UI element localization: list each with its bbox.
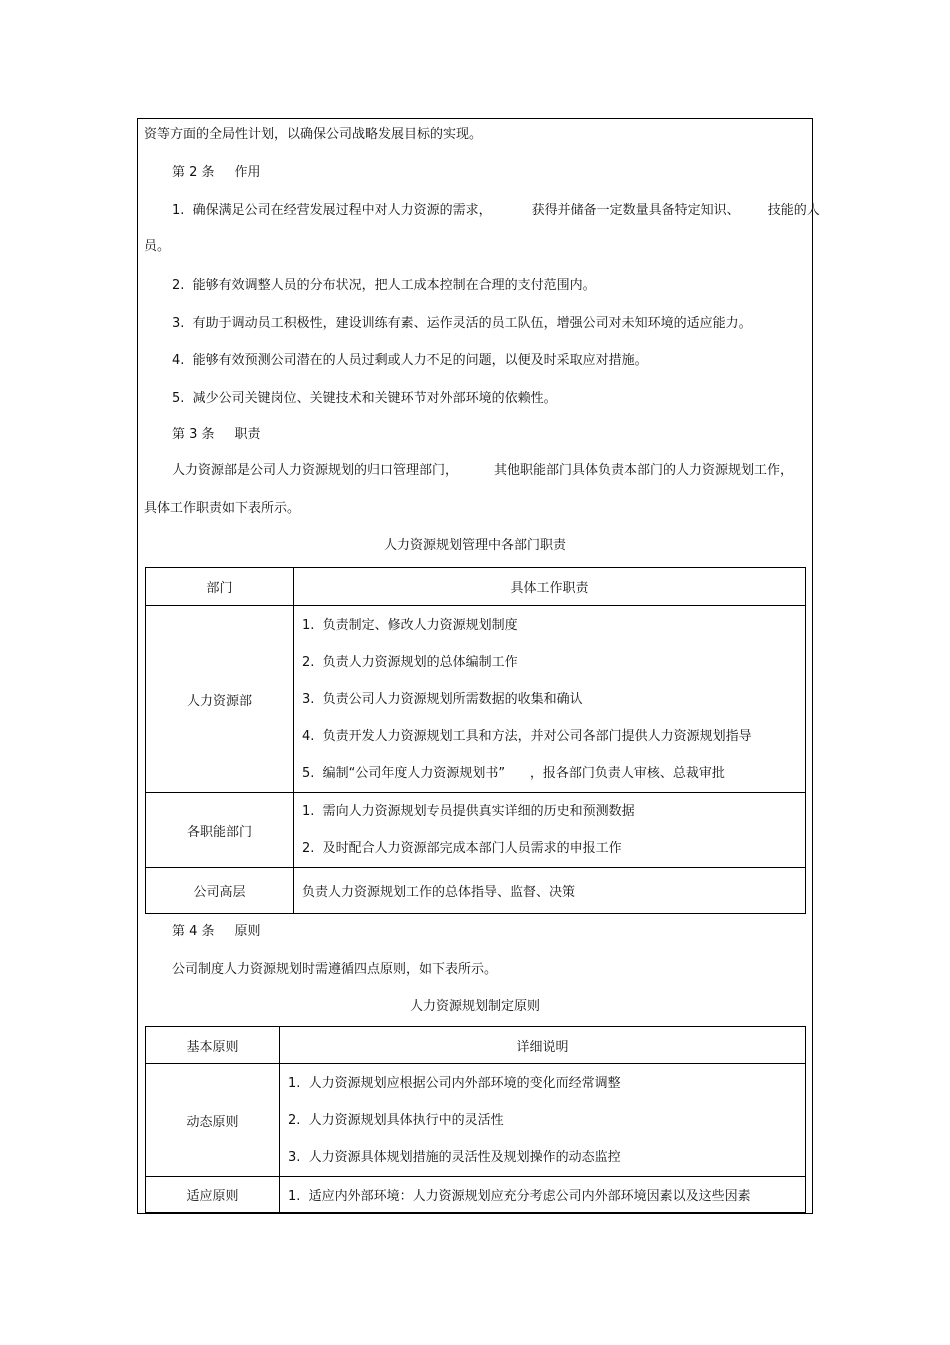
duty-item: 1. 需向人力资源规划专员提供真实详细的历史和预测数据	[302, 804, 635, 819]
article-3-heading	[172, 426, 261, 444]
table-row	[146, 868, 806, 914]
duty-item: 2. 及时配合人力资源部完成本部门人员需求的申报工作	[302, 841, 622, 856]
article-3-para-a: 人力资源部是公司人力资源规划的归口管理部门，	[172, 463, 459, 478]
article-3-title: 职责	[234, 427, 261, 442]
table-row	[146, 1064, 806, 1177]
article-2-title: 作用	[234, 165, 261, 180]
department-cell: 人力资源部	[146, 606, 294, 793]
table-2-caption: 人力资源规划制定原则	[409, 999, 540, 1014]
article-2-item-1	[172, 202, 820, 220]
table-row	[146, 1177, 806, 1213]
item-1-part-a: 1. 确保满足公司在经营发展过程中对人力资源的需求，	[172, 203, 492, 218]
duty-item: 3. 负责公司人力资源规划所需数据的收集和确认	[302, 691, 583, 707]
article-4-label: 第 4 条	[172, 924, 215, 939]
article-3-para-b: 其他职能部门具体负责本部门的人力资源规划工作，	[494, 463, 794, 478]
description-item: 1. 人力资源规划应根据公司内外部环境的变化而经常调整	[288, 1075, 621, 1091]
article-4-title: 原则	[234, 924, 261, 939]
article-2-item-1-wrap: 员。	[144, 239, 171, 254]
duty-item: 4. 负责开发人力资源规划工具和方法，并对公司各部门提供人力资源规划指导	[302, 728, 752, 744]
duty-item: 负责人力资源规划工作的总体指导、监督、决策	[302, 885, 576, 900]
principle-cell: 适应原则	[146, 1177, 280, 1213]
duties-cell	[294, 793, 806, 868]
table-header-row	[146, 1027, 806, 1064]
article-3-paragraph-wrap: 具体工作职责如下表所示。	[144, 501, 301, 516]
article-4-heading	[172, 923, 261, 941]
article-2-item-4: 4. 能够有效预测公司潜在的人员过剩或人力不足的问题，以便及时采取应对措施。	[172, 353, 648, 368]
table-row	[146, 606, 806, 793]
principles-table	[145, 1026, 806, 1213]
department-cell: 公司高层	[146, 868, 294, 914]
department-cell: 各职能部门	[146, 793, 294, 868]
duties-cell	[294, 868, 806, 914]
article-2-item-5: 5. 减少公司关键岗位、关键技术和关键环节对外部环境的依赖性。	[172, 391, 557, 406]
description-cell	[280, 1064, 806, 1177]
article-4-paragraph: 公司制度人力资源规划时需遵循四点原则，如下表所示。	[172, 962, 498, 977]
principle-cell: 动态原则	[146, 1064, 280, 1177]
duty-item: 1. 负责制定、修改人力资源规划制度	[302, 617, 518, 633]
description-cell	[280, 1177, 806, 1213]
article-3-paragraph	[172, 462, 793, 480]
header-department: 部门	[146, 568, 294, 606]
article-2-item-2: 2. 能够有效调整人员的分布状况，把人工成本控制在合理的支付范围内。	[172, 278, 596, 293]
duties-cell	[294, 606, 806, 793]
duty-item: 2. 负责人力资源规划的总体编制工作	[302, 654, 518, 670]
header-duties: 具体工作职责	[294, 568, 806, 606]
table-row	[146, 793, 806, 868]
department-duties-table	[145, 567, 806, 914]
article-2-label: 第 2 条	[172, 165, 215, 180]
item-1-part-c: 技能的人	[767, 203, 820, 218]
intro-tail-text: 资等方面的全局性计划，以确保公司战略发展目标的实现。	[144, 127, 483, 142]
header-description: 详细说明	[280, 1027, 806, 1064]
header-principle: 基本原则	[146, 1027, 280, 1064]
description-item: 3. 人力资源具体规划措施的灵活性及规划操作的动态监控	[288, 1149, 621, 1165]
description-item: 2. 人力资源规划具体执行中的灵活性	[288, 1112, 504, 1128]
table-header-row	[146, 568, 806, 606]
duty-item: 5. 编制“公司年度人力资源规划书” ，报各部门负责人审核、总裁审批	[302, 765, 725, 781]
article-2-heading	[172, 164, 261, 182]
table-1-caption: 人力资源规划管理中各部门职责	[383, 538, 566, 553]
description-item: 1. 适应内外部环境：人力资源规划应充分考虑公司内外部环境因素以及这些因素	[288, 1189, 751, 1204]
item-1-part-b: 获得并储备一定数量具备特定知识、	[531, 203, 740, 218]
article-3-label: 第 3 条	[172, 427, 215, 442]
article-2-item-3: 3. 有助于调动员工积极性，建设训练有素、运作灵活的员工队伍，增强公司对未知环境的适应能力。	[172, 316, 752, 331]
